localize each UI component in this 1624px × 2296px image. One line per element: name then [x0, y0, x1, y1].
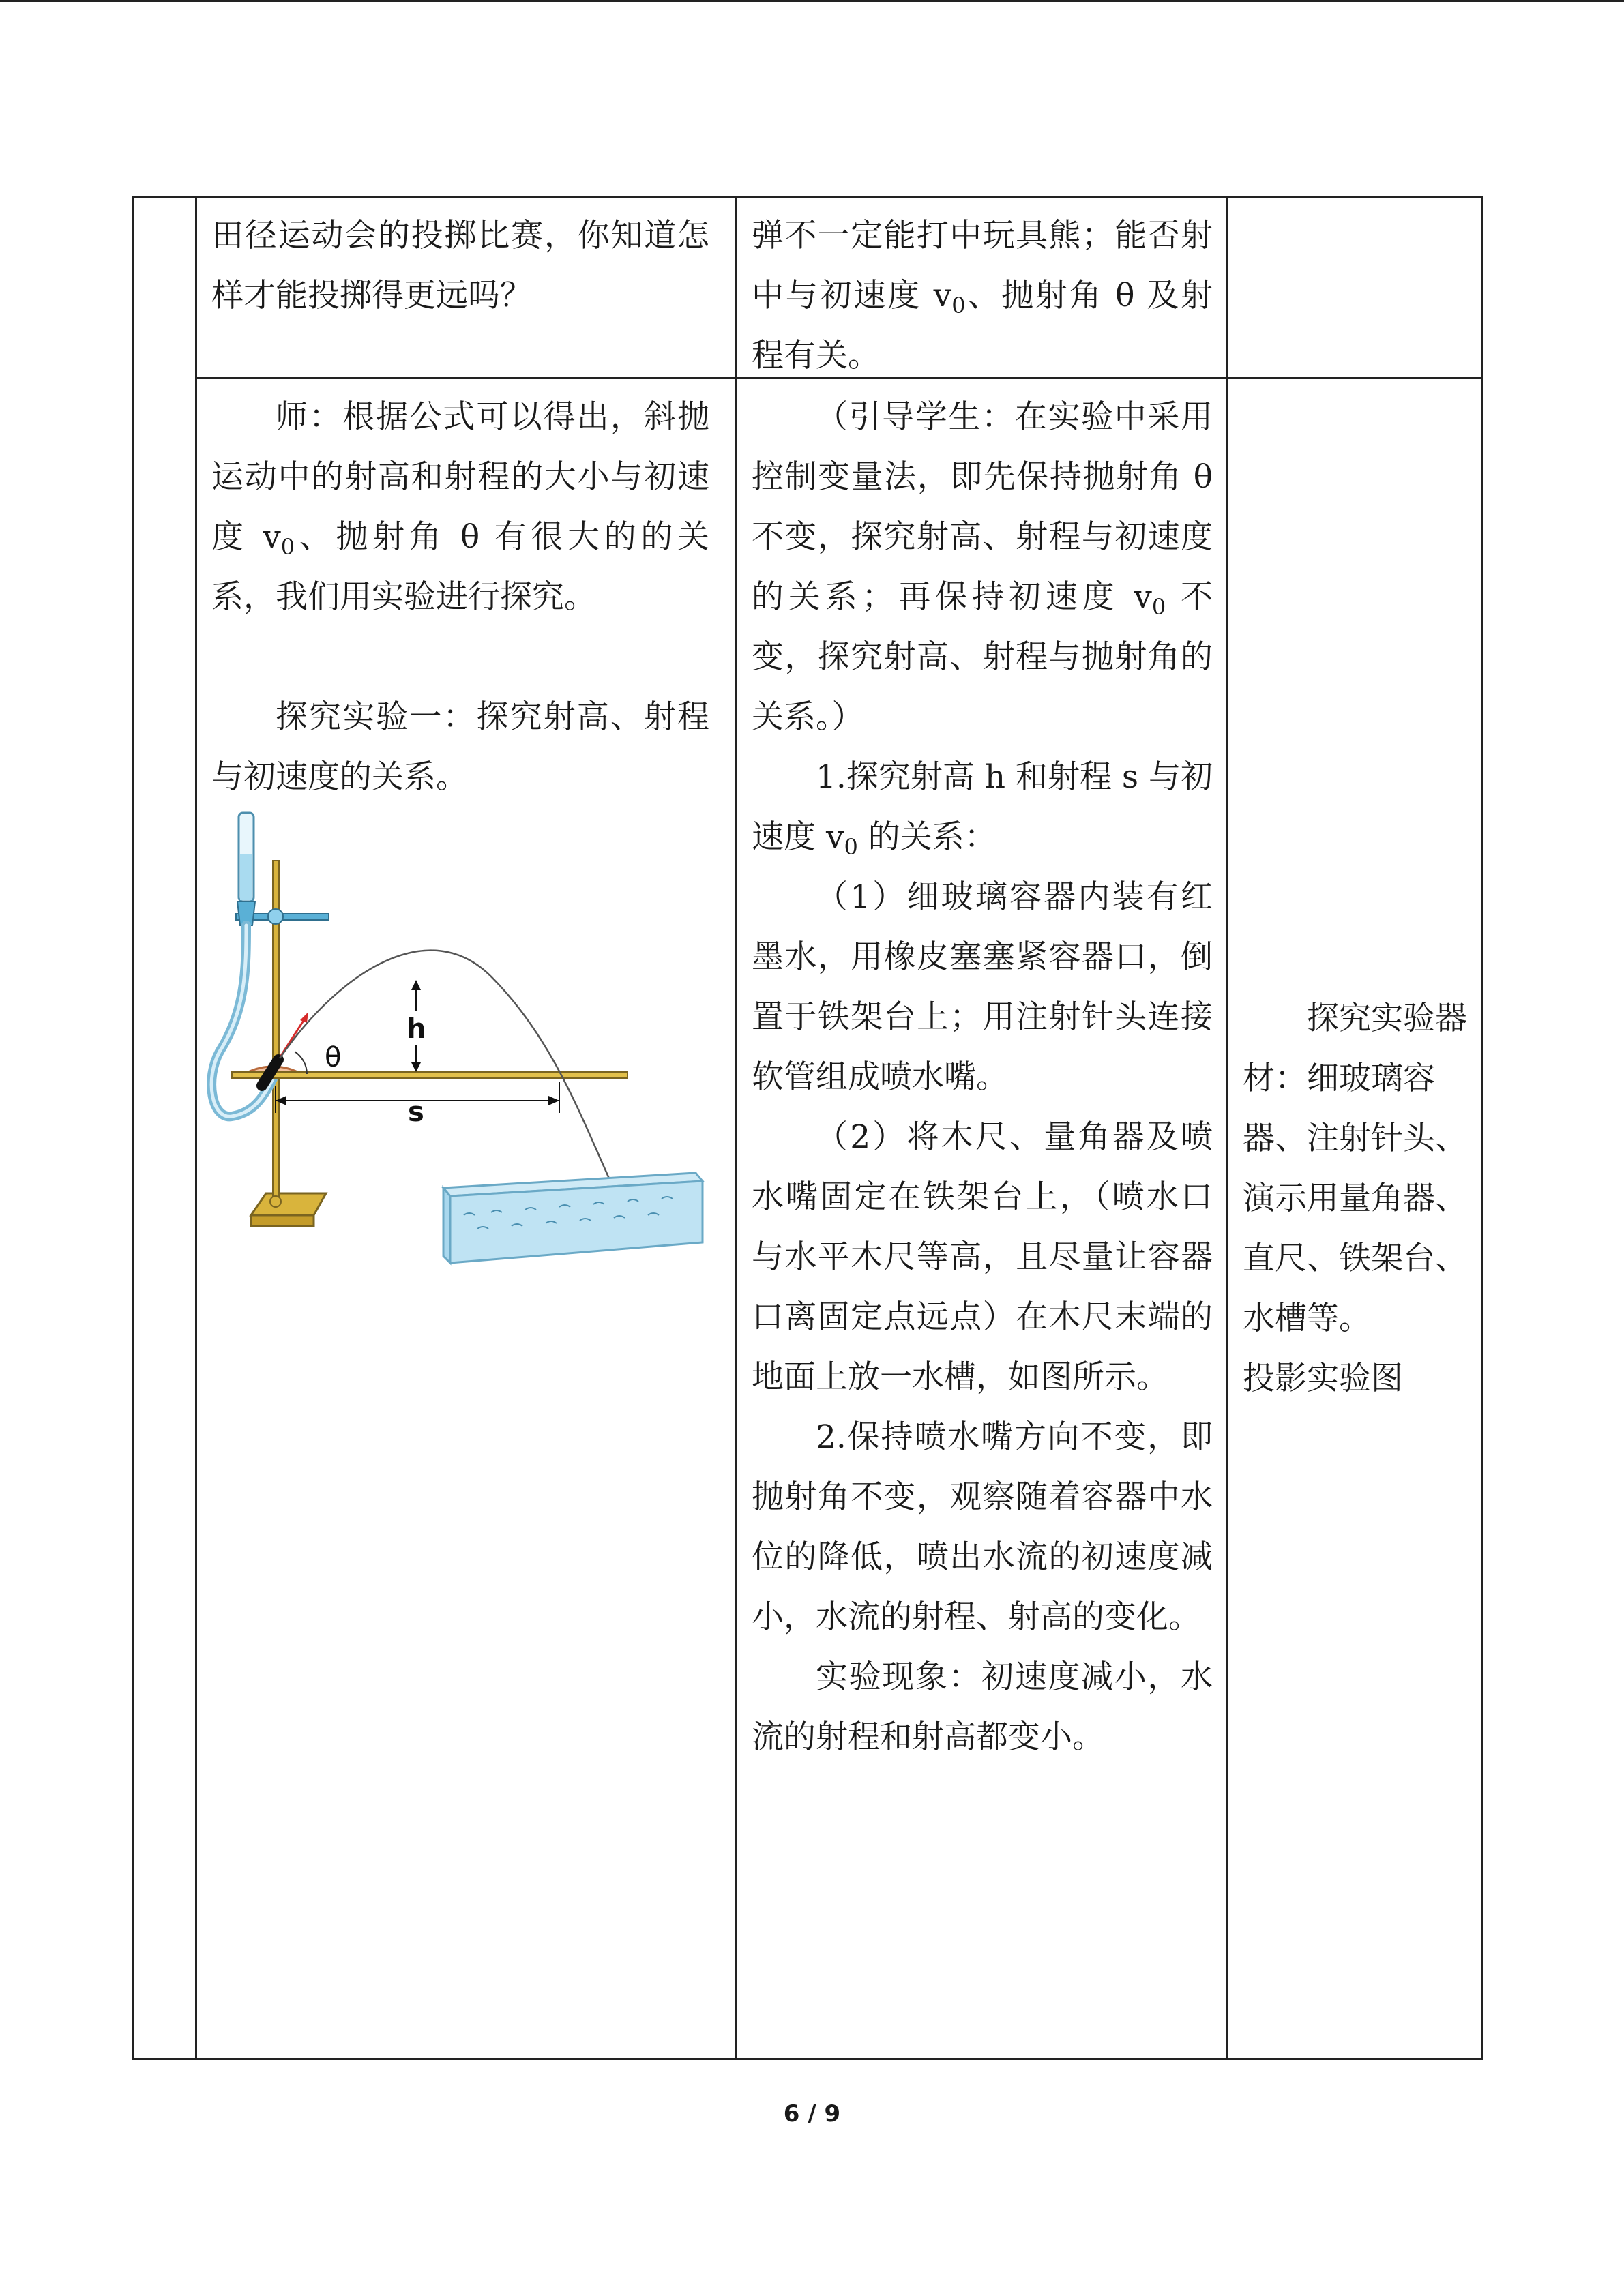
- step-1-sub-1: （1）细玻璃容器内装有红墨水，用橡皮塞塞紧容器口，倒置于铁架台上；用注射针头连接软管组成喷水嘴。: [752, 878, 1213, 1096]
- blank-line: [211, 627, 709, 687]
- container-water: [240, 854, 252, 900]
- row1-col2-text: 田径运动会的投掷比赛，你知道怎样才能投掷得更远吗？: [211, 217, 709, 314]
- col-line-1: [132, 196, 134, 2060]
- col-line-2: [195, 196, 197, 2060]
- s-label: s: [408, 1097, 424, 1128]
- stand-base-front: [251, 1215, 314, 1226]
- step-1-sub-2: （2）将木尺、量角器及喷水嘴固定在铁架台上，（喷水口与水平木尺等高，且尽量让容器口离固定点远点）在木尺末端的地面上放一水槽，如图所示。: [752, 1118, 1213, 1396]
- row2-col2-cell: [211, 387, 709, 807]
- wooden-ruler: [232, 1072, 628, 1078]
- row2-col3-cell: [752, 387, 1213, 1768]
- col-line-5: [1481, 196, 1483, 2060]
- guidance-paragraph: （引导学生：在实验中采用控制变量法，即先保持抛射角 θ 不变，探究射高、射程与初速度的关系；再保持初速度 $v_0$ 不变，探究射高、射程与抛射角的关系。）: [752, 398, 1213, 736]
- col-line-3: [735, 196, 737, 2060]
- table-top-border: [132, 196, 1483, 198]
- step-2: 2.保持喷水嘴方向不变，即抛射角不变，观察随着容器中水位的降低，喷出水流的初速度减小，水流的射程、射高的变化。: [752, 1418, 1213, 1636]
- row1-col2-cell: [211, 206, 709, 326]
- water-tank: [450, 1181, 703, 1263]
- top-border: [0, 0, 1624, 2]
- experiment-apparatus-figure: [205, 806, 709, 1266]
- water-trajectory: [280, 951, 628, 1219]
- experiment-result: 实验现象：初速度减小，水流的射程和射高都变小。: [752, 1658, 1213, 1756]
- rod-foot: [270, 1196, 281, 1207]
- table-bottom-border: [132, 2058, 1483, 2060]
- projection-note: 投影实验图: [1243, 1360, 1403, 1397]
- row1-col3-cell: [752, 206, 1213, 386]
- col-line-4: [1226, 196, 1228, 2060]
- step-1-title: 1.探究射高 h 和射程 s 与初速度 $v_0$ 的关系：: [752, 758, 1213, 860]
- clamp-knob: [268, 909, 283, 924]
- row1-col3-text: 弹不一定能打中玩具熊；能否射中与初速度 $v_0$、抛射角 θ 及射程有关。: [752, 217, 1213, 374]
- experiment-one-title: 探究实验一：探究射高、射程与初速度的关系。: [211, 698, 709, 796]
- teacher-paragraph: 师：根据公式可以得出，斜抛运动中的射高和射程的大小与初速度 $v_0$、抛射角 θ 有很大的的关系，我们用实验进行探究。: [211, 398, 709, 616]
- h-label: h: [407, 1013, 426, 1045]
- theta-label: θ: [325, 1042, 342, 1073]
- equipment-list: 探究实验器材：细玻璃容器、注射针头、演示用量角器、直尺、铁架台、水槽等。: [1243, 1000, 1467, 1337]
- page-number: 6 / 9: [783, 2100, 841, 2128]
- row2-col4-cell: [1243, 989, 1468, 1409]
- stand-base: [251, 1193, 326, 1215]
